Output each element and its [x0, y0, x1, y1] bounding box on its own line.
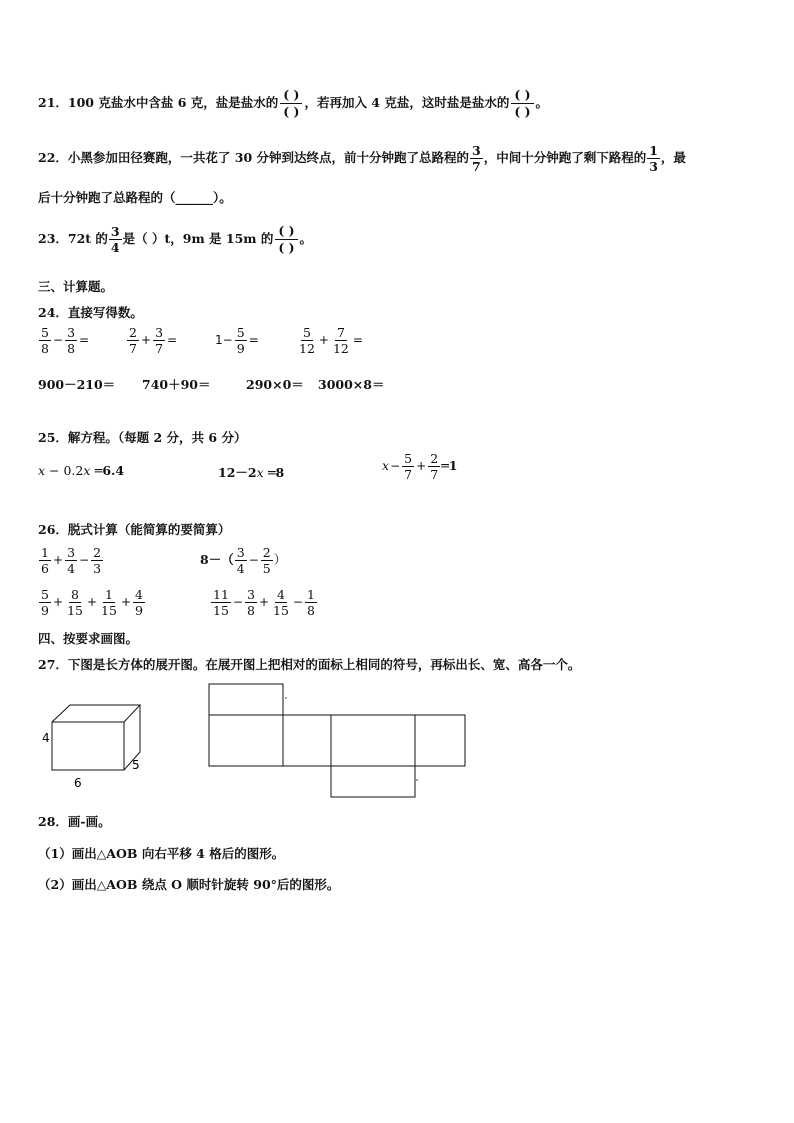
section-3-heading: 三、计算题。 [38, 279, 114, 294]
q25-equation-1: x − 0.2x ═6.4 [38, 463, 125, 478]
q26-expression-1: $\frac{1}{6}$ + $\frac{3}{4}$ − $\frac{2}{3}$ [38, 546, 104, 575]
q26-expression-2: 8－（ $\frac{3}{4}$ − $\frac{2}{5}$ ） [200, 545, 287, 577]
cuboid-length-label: 6 [74, 776, 82, 790]
q22-text-2: ，中间十分钟跑了剩下路程的 [483, 150, 647, 166]
q22-text-1: 22．小黑参加田径赛跑，一共花了 30 分钟到达终点，前十分钟跑了总路程的 [38, 150, 469, 166]
q22-fraction-2: $\frac{1}{3}$ [649, 143, 658, 175]
net-face-back [331, 715, 415, 766]
section-4-heading: 四、按要求画图。 [38, 631, 139, 646]
cuboid-width-label: 5 [132, 758, 140, 772]
net-face-right [283, 715, 331, 766]
q24-item-8: 3000×8＝ [318, 377, 385, 392]
question-22: 22．小黑参加田径赛跑，一共花了 30 分钟到达终点，前十分钟跑了总路程的 $\frac{3}{7}$ ，中间十分钟跑了剩下路程的 $\frac{1}{3}$ ，最 [38, 143, 686, 175]
q24-item-4: $\frac{5}{12}$ + $\frac{7}{12}$ = [299, 325, 363, 357]
cuboid-height-label: 4 [42, 731, 50, 745]
question-22-line-2: 后十分钟跑了总路程的（______）。 [38, 190, 232, 205]
q26-expression-4: $\frac{11}{15}$ − $\frac{3}{8}$ + $\frac{4}{15}$ − $\frac{1}{8}$ [210, 588, 318, 617]
cuboid-net-figure [205, 680, 475, 805]
q21-text-1: 21．100 克盐水中含盐 6 克，盐是盐水的 [38, 94, 279, 110]
q21-fraction-1: $\frac{( )}{( )}$ [280, 88, 302, 119]
q25-equation-3: x− $\frac{5}{7}$ + $\frac{2}{7}$ ═1 [382, 451, 458, 483]
cuboid-top-face [52, 705, 140, 722]
question-25-title: 25．解方程。（每题 2 分，共 6 分） [38, 430, 247, 445]
net-face-left [415, 715, 465, 766]
question-26-title: 26．脱式计算（能简算的要简算） [38, 522, 231, 537]
question-23: 23．72t 的 $\frac{3}{4}$ 是（ ）t，9m 是 15m 的 $\frac{( )}{( )}$ 。 [38, 223, 313, 255]
q24-item-3: 1− $\frac{5}{9}$ = [215, 325, 259, 357]
cuboid-front-face [52, 722, 124, 770]
net-face-top [209, 684, 283, 715]
cuboid-figure [40, 700, 160, 795]
q24-item-7: 290×0＝ [246, 377, 304, 392]
q24-item-2: $\frac{2}{7}$ + $\frac{3}{7}$ = [126, 326, 178, 355]
net-face-front [209, 715, 283, 766]
question-28-title: 28．画-画。 [38, 814, 111, 829]
q24-item-6: 740＋90＝ [142, 377, 211, 392]
question-21: 21．100 克盐水中含盐 6 克，盐是盐水的 $\frac{( )}{( )}$ ，若再加入 4 克盐，这时盐是盐水的 $\frac{( )}{( )}$ 。 [38, 87, 549, 119]
q23-fraction-2: $\frac{( )}{( )}$ [275, 224, 297, 255]
q21-text-2: ，若再加入 4 克盐，这时盐是盐水的 [304, 94, 510, 110]
question-24-title: 24．直接写得数。 [38, 305, 143, 320]
question-27-title: 27．下图是长方体的展开图。在展开图上把相对的面标上相同的符号，再标出长、宽、高各一个。 [38, 657, 581, 672]
q22-fraction-1: $\frac{3}{7}$ [472, 143, 481, 175]
q22-answer-blank[interactable]: ______ [175, 190, 214, 205]
net-face-bottom [331, 766, 415, 797]
net-dot-mark-1 [285, 697, 286, 698]
question-28-item-1: （1）画出△AOB 向右平移 4 格后的图形。 [38, 846, 285, 861]
q23-fraction-1: $\frac{3}{4}$ [110, 223, 120, 255]
q21-fraction-2: $\frac{( )}{( )}$ [511, 88, 533, 119]
q25-equation-2: 12－2x ═8 [218, 465, 285, 480]
q24-item-5: 900－210＝ [38, 377, 116, 392]
net-dot-mark-2 [416, 779, 417, 780]
q24-item-1: $\frac{5}{8}$ − $\frac{3}{8}$ = [38, 326, 90, 355]
question-28-item-2: （2）画出△AOB 绕点 O 顺时针旋转 90°后的图形。 [38, 877, 340, 892]
q26-expression-3: $\frac{5}{9}$ + $\frac{8}{15}$ + $\frac{1}{15}$ + $\frac{4}{9}$ [38, 588, 146, 617]
